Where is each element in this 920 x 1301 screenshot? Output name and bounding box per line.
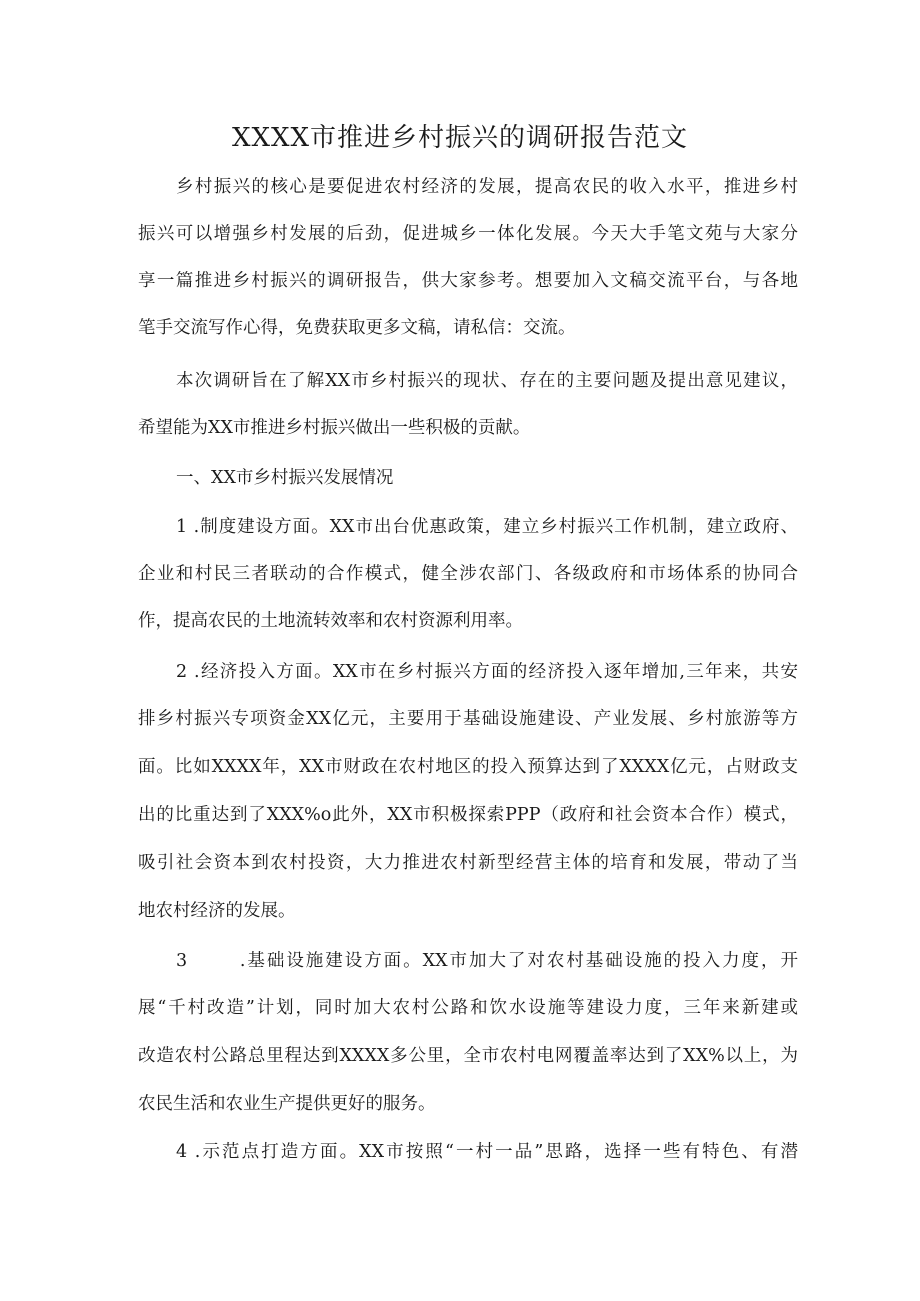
paragraph-line: 吸引社会资本到农村投资，大力推进农村新型经营主体的培育和发展，带动了当: [138, 853, 798, 873]
paragraph-line: 排乡村振兴专项资金XX亿元，主要用于基础设施建设、产业发展、乡村旅游等方: [138, 709, 798, 729]
paragraph-line: 1 .制度建设方面。XX市出台优惠政策，建立乡村振兴工作机制，建立政府、: [176, 517, 798, 537]
section-heading: 一、XX市乡村振兴发展情况: [176, 468, 394, 488]
paragraph-line: 面。比如XXXX年，XX市财政在农村地区的投入预算达到了XXXX亿元，占财政支: [138, 757, 798, 777]
paragraph-line: 享一篇推进乡村振兴的调研报告，供大家参考。想要加入文稿交流平台，与各地: [138, 271, 798, 291]
paragraph-line: 3 .基础设施建设方面。XX市加大了对农村基础设施的投入力度，开: [176, 951, 798, 971]
paragraph-line: 希望能为XX市推进乡村振兴做出一些积极的贡献。: [138, 418, 531, 438]
paragraph-line: 企业和村民三者联动的合作模式，健全涉农部门、各级政府和市场体系的协同合: [138, 564, 798, 584]
paragraph-line: 作，提高农民的土地流转效率和农村资源利用率。: [138, 611, 523, 631]
paragraph-line: 2 .经济投入方面。XX市在乡村振兴方面的经济投入逐年增加,三年来，共安: [176, 662, 798, 682]
paragraph-line: 4 .示范点打造方面。XX市按照“一村一品”思路，选择一些有特色、有潜: [176, 1142, 798, 1162]
paragraph-line: 振兴可以增强乡村发展的后劲，促进城乡一体化发展。今天大手笔文苑与大家分: [138, 224, 798, 244]
paragraph-line: 改造农村公路总里程达到XXXX多公里，全市农村电网覆盖率达到了XX%以上，为: [138, 1046, 798, 1066]
paragraph-line: 出的比重达到了XXX%o此外，XX市积极探索PPP（政府和社会资本合作）模式，: [138, 805, 798, 825]
paragraph-line: 展“千村改造”计划，同时加大农村公路和饮水设施等建设力度，三年来新建或: [138, 998, 798, 1018]
paragraph-line: 乡村振兴的核心是要促进农村经济的发展，提高农民的收入水平，推进乡村: [176, 177, 798, 197]
paragraph-line: 地农村经济的发展。: [138, 901, 296, 921]
paragraph-line: 笔手交流写作心得，免费获取更多文稿，请私信：交流。: [138, 318, 576, 338]
document-title: XXXX市推进乡村振兴的调研报告范文: [231, 123, 689, 153]
paragraph-line: 本次调研旨在了解XX市乡村振兴的现状、存在的主要问题及提出意见建议，: [176, 371, 798, 391]
paragraph-line: 农民生活和农业生产提供更好的服务。: [138, 1094, 436, 1114]
